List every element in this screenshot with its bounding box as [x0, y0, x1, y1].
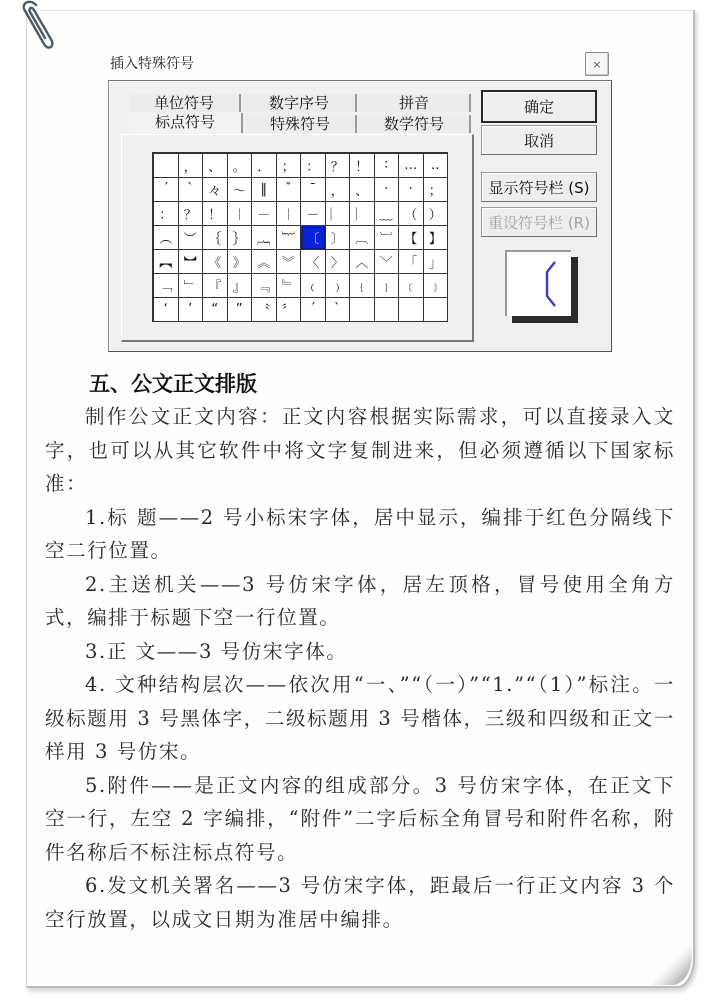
symbol-cell[interactable]: ︵	[154, 226, 179, 250]
tab-punctuation[interactable]: 标点符号	[129, 113, 243, 133]
symbol-cell[interactable]: ˊ	[154, 178, 179, 202]
symbol-cell[interactable]: －	[301, 202, 326, 226]
symbol-cell[interactable]: 〈	[301, 250, 326, 274]
symbol-cell[interactable]: 、	[203, 154, 228, 178]
symbol-cell[interactable]: ∶	[375, 154, 400, 178]
symbol-cell[interactable]: 〕	[326, 226, 351, 250]
tab-special-symbols[interactable]: 特殊符号	[245, 115, 357, 133]
symbol-cell[interactable]: ‥	[424, 154, 449, 178]
symbol-cell[interactable]: ¯	[301, 178, 326, 202]
symbol-cell[interactable]: ｛	[203, 226, 228, 250]
symbol-cell[interactable]: ︼	[179, 250, 204, 274]
paragraph-title-rule: 1.标 题——2 号小标宋字体，居中显示，编排于红色分隔线下空二行位置。	[45, 505, 675, 562]
reset-toolbar-button: 重设符号栏 (R)	[481, 207, 597, 237]
symbol-cell[interactable]: ‖	[252, 178, 277, 202]
symbol-cell[interactable]: ﹂	[179, 274, 204, 298]
close-icon: ×	[592, 57, 602, 71]
symbol-cell[interactable]: 〔	[301, 226, 326, 250]
symbol-cell[interactable]: ︴	[350, 202, 375, 226]
symbol-preview	[505, 250, 571, 316]
symbol-cell[interactable]: ︱	[228, 202, 253, 226]
symbol-cell[interactable]: （	[399, 202, 424, 226]
tab-math-symbols[interactable]: 数学符号	[359, 115, 471, 133]
symbol-cell[interactable]: 〞	[277, 298, 302, 322]
symbol-cell[interactable]: ˇ	[277, 178, 302, 202]
tab-pinyin[interactable]: 拼音	[359, 94, 471, 112]
symbol-cell[interactable]: 々	[203, 178, 228, 202]
close-button[interactable]	[585, 52, 609, 76]
tab-unit-symbols[interactable]: 单位符号	[129, 94, 241, 112]
symbol-cell[interactable]: ’	[179, 298, 204, 322]
symbol-cell[interactable]: ？	[326, 154, 351, 178]
symbol-cell[interactable]: ！	[350, 154, 375, 178]
paragraph-attachment-rule: 5.附件——是正文内容的组成部分。3 号仿宋字体，在正文下空一行，左空 2 字编排，“附件”二字后标全角冒号和附件名称，附件名称后不标注标点符号。	[45, 773, 675, 864]
symbol-cell[interactable]: ︿	[350, 250, 375, 274]
cancel-button[interactable]: 取消	[481, 125, 597, 155]
symbol-cell[interactable]: “	[203, 298, 228, 322]
symbol-cell[interactable]: ﹝	[399, 274, 424, 298]
symbol-cell[interactable]: ”	[228, 298, 253, 322]
symbol-cell[interactable]: 】	[424, 226, 449, 250]
symbol-cell[interactable]: 』	[228, 274, 253, 298]
symbol-cell[interactable]: ：	[301, 154, 326, 178]
symbol-cell[interactable]: ﹏	[375, 202, 400, 226]
symbol-cell[interactable]: ︾	[277, 250, 302, 274]
symbol-cell[interactable]: ～	[228, 178, 253, 202]
symbol-cell[interactable]: ；	[277, 154, 302, 178]
symbol-cell[interactable]: ｝	[228, 226, 253, 250]
symbol-cell[interactable]: 〉	[326, 250, 351, 274]
symbol-cell[interactable]: ︽	[252, 250, 277, 274]
symbol-cell[interactable]: 〝	[252, 298, 277, 322]
symbol-cell[interactable]: 《	[203, 250, 228, 274]
symbol-cell[interactable]: 【	[399, 226, 424, 250]
symbol-cell[interactable]: ︸	[277, 226, 302, 250]
symbol-cell[interactable]: ·	[399, 178, 424, 202]
symbol-cell[interactable]: ﹛	[350, 274, 375, 298]
symbol-cell[interactable]: ？	[179, 202, 204, 226]
left-tortoise-bracket-icon	[507, 252, 571, 316]
symbol-cell[interactable]: ﹚	[326, 274, 351, 298]
symbol-cell[interactable]: …	[399, 154, 424, 178]
symbol-cell[interactable]: ﹃	[252, 274, 277, 298]
symbol-cell[interactable]	[154, 154, 179, 178]
symbol-cell[interactable]: ！	[203, 202, 228, 226]
paragraph-recipient-rule: 2.主送机关——3 号仿宋字体，居左顶格，冒号使用全角方式，编排于标题下空一行位置。	[45, 572, 675, 629]
show-toolbar-button[interactable]: 显示符号栏 (S)	[481, 172, 597, 202]
symbol-cell[interactable]: 」	[424, 250, 449, 274]
paperclip-icon	[14, 0, 62, 52]
symbol-cell[interactable]	[375, 298, 400, 322]
symbol-cell[interactable]: ︱	[277, 202, 302, 226]
symbol-cell[interactable]: 『	[203, 274, 228, 298]
symbol-cell[interactable]: ︹	[350, 226, 375, 250]
document-body	[45, 368, 675, 936]
symbol-cell[interactable]: 》	[228, 250, 253, 274]
symbol-cell[interactable]	[350, 298, 375, 322]
paragraph-intro: 制作公文正文内容：正文内容根据实际需求，可以直接录入文字，也可以从其它软件中将文字复制进来，但必须遵循以下国家标准：	[45, 405, 675, 495]
symbol-cell[interactable]: ﹄	[277, 274, 302, 298]
tab-number-sequence[interactable]: 数字序号	[243, 94, 357, 112]
symbol-cell[interactable]: ˋ	[179, 178, 204, 202]
symbol-cell[interactable]: ，	[179, 154, 204, 178]
symbol-cell[interactable]: ︺	[375, 226, 400, 250]
symbol-cell[interactable]: ．	[252, 154, 277, 178]
symbol-cell[interactable]: ﹁	[154, 274, 179, 298]
section-heading: 五、公文正文排版	[89, 372, 257, 396]
symbol-cell[interactable]: ︶	[179, 226, 204, 250]
symbol-cell[interactable]: ，	[326, 178, 351, 202]
symbol-cell[interactable]: ﹙	[301, 274, 326, 298]
paragraph-signature-rule: 6.发文机关署名——3 号仿宋字体，距最后一行正文内容 3 个空行放置，以成文日期为准居中编排。	[45, 874, 675, 931]
paragraph-hierarchy-rule: 4. 文种结构层次——依次用“一、”“（一）”“1.”“（1）”标注。一级标题用 3 号黑体字，二级标题用 3 号楷体，三级和四级和正文一样用 3 号仿宋。	[45, 673, 675, 763]
ok-button[interactable]: 确定	[481, 90, 597, 123]
symbol-cell[interactable]: ︳	[326, 202, 351, 226]
symbol-cell[interactable]: 「	[399, 250, 424, 274]
symbol-cell[interactable]	[424, 298, 449, 322]
symbol-cell[interactable]: ˋ	[326, 298, 351, 322]
symbol-cell[interactable]: －	[252, 202, 277, 226]
symbol-cell[interactable]: ﹞	[424, 274, 449, 298]
symbol-grid	[152, 152, 448, 322]
symbol-cell[interactable]: ﹀	[375, 250, 400, 274]
symbol-cell[interactable]: ；	[424, 178, 449, 202]
symbol-cell[interactable]	[399, 298, 424, 322]
symbol-cell[interactable]: ︷	[252, 226, 277, 250]
symbol-cell[interactable]: ︻	[154, 250, 179, 274]
symbol-cell[interactable]: ·	[375, 178, 400, 202]
dialog-title: 插入特殊符号	[110, 56, 194, 72]
symbol-cell[interactable]: ˊ	[301, 298, 326, 322]
symbol-cell[interactable]: 、	[350, 178, 375, 202]
symbol-cell[interactable]: ）	[424, 202, 449, 226]
symbol-cell[interactable]: ‘	[154, 298, 179, 322]
symbol-cell[interactable]: 。	[228, 154, 253, 178]
symbol-cell[interactable]: ﹜	[375, 274, 400, 298]
symbol-cell[interactable]: ：	[154, 202, 179, 226]
paragraph-body-rule: 3.正 文——3 号仿宋字体。	[85, 639, 348, 663]
